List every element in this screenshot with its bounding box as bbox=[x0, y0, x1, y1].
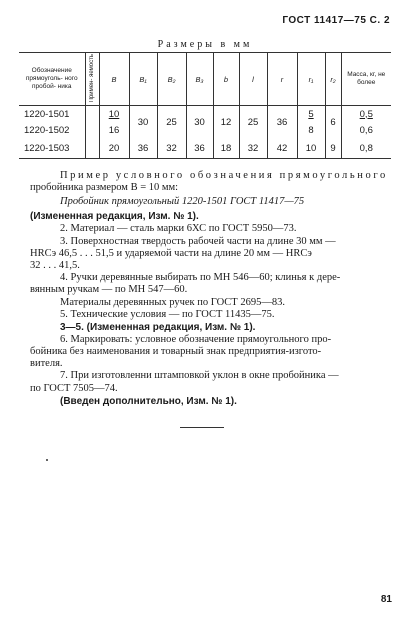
header-r1: r₁ bbox=[297, 53, 325, 106]
header-B: B bbox=[99, 53, 129, 106]
item-6-line-2: бойника без наименования и товарный знак предприятия-изгото- bbox=[30, 346, 322, 357]
cell-B1: 30 bbox=[129, 106, 157, 139]
cell-r1: 5 bbox=[297, 106, 325, 123]
item-5: 5. Технические условия — по ГОСТ 11435—75. bbox=[60, 309, 275, 320]
header-r: r bbox=[267, 53, 297, 106]
cell-B2: 25 bbox=[157, 106, 186, 139]
cell-mass: 0,8 bbox=[341, 138, 391, 159]
cell-B: 16 bbox=[99, 122, 129, 138]
item-2: 2. Материал — сталь марки 6ХС по ГОСТ 5950—73. bbox=[60, 223, 297, 234]
cell-r1: 8 bbox=[297, 122, 325, 138]
item-4-line-1: 4. Ручки деревянные выбирать по МН 546—60; клинья к дере- bbox=[60, 272, 341, 283]
header-mass: Масса, кг, не более bbox=[341, 53, 391, 106]
stray-dot bbox=[46, 459, 48, 461]
cell-b: 12 bbox=[213, 106, 239, 139]
header-b: b bbox=[213, 53, 239, 106]
cell-mass: 0,6 bbox=[341, 122, 391, 138]
cell-mass: 0,5 bbox=[341, 106, 391, 123]
cell-B3: 30 bbox=[186, 106, 213, 139]
cell-r2: 9 bbox=[325, 138, 341, 159]
change-note-1: (Измененная редакция, Изм. № 1). bbox=[30, 211, 199, 222]
header-application-label: Примен- яемость bbox=[88, 53, 95, 103]
example-line-1: Пример условного обозначения прямоугольного bbox=[60, 170, 388, 181]
cell-l: 25 bbox=[239, 106, 267, 139]
dimensions-table bbox=[19, 52, 391, 159]
example-designation: Пробойник прямоугольный 1220-1501 ГОСТ 11417—75 bbox=[60, 196, 305, 207]
header-B3: B₃ bbox=[186, 53, 213, 106]
table-row bbox=[19, 106, 391, 123]
cell-application bbox=[85, 106, 99, 123]
header-designation: Обозначение прямоуголь- ного пробой- ника bbox=[19, 53, 85, 106]
change-note-3-5: 3—5. (Измененная редакция, Изм. № 1). bbox=[60, 322, 256, 333]
cell-B: 10 bbox=[99, 106, 129, 123]
cell-B1: 36 bbox=[129, 138, 157, 159]
item-6-line-3: вителя. bbox=[30, 358, 63, 369]
header-l: l bbox=[239, 53, 267, 106]
header-B1: B₁ bbox=[129, 53, 157, 106]
cell-designation: 1220-1501 bbox=[24, 108, 70, 120]
item-3-line-1: 3. Поверхностная твердость рабочей части на длине 30 мм — bbox=[60, 236, 336, 247]
table-row bbox=[19, 138, 391, 159]
item-3-line-2: HRCэ 46,5 . . . 51,5 и ударяемой части на длине 20 мм — HRCэ bbox=[30, 248, 312, 259]
document-header: ГОСТ 11417—75 С. 2 bbox=[282, 15, 390, 26]
cell-r: 36 bbox=[267, 106, 297, 139]
header-B2: B₂ bbox=[157, 53, 186, 106]
item-4-line-2: вянным ручкам — по МН 547—60. bbox=[30, 284, 188, 295]
cell-r2: 6 bbox=[325, 106, 341, 139]
table-caption: Размеры в мм bbox=[157, 39, 253, 50]
item-3-line-3: 32 . . . 41,5. bbox=[30, 260, 80, 271]
cell-application bbox=[85, 122, 99, 138]
cell-designation: 1220-1502 bbox=[24, 124, 70, 136]
end-rule bbox=[180, 427, 224, 428]
cell-l: 32 bbox=[239, 138, 267, 159]
example-line-2: пробойника размером B = 10 мм: bbox=[30, 182, 179, 193]
cell-r1: 10 bbox=[297, 138, 325, 159]
header-application bbox=[85, 53, 99, 106]
item-7-line-1: 7. При изготовленни штамповкой уклон в окне пробойника — bbox=[60, 370, 339, 381]
cell-B: 20 bbox=[99, 138, 129, 159]
cell-r: 42 bbox=[267, 138, 297, 159]
cell-B2: 32 bbox=[157, 138, 186, 159]
cell-B3: 36 bbox=[186, 138, 213, 159]
item-6-line-1: 6. Маркировать: условное обозначение прямоугольного про- bbox=[60, 334, 332, 345]
materials-line: Материалы деревянных ручек по ГОСТ 2695—83. bbox=[60, 297, 285, 308]
cell-application bbox=[85, 138, 99, 159]
added-note: (Введен дополнительно, Изм. № 1). bbox=[60, 396, 237, 407]
table-header-row bbox=[19, 53, 391, 106]
page-number: 81 bbox=[380, 594, 392, 605]
cell-designation: 1220-1503 bbox=[19, 138, 85, 159]
cell-b: 18 bbox=[213, 138, 239, 159]
header-r2: r₂ bbox=[325, 53, 341, 106]
item-7-line-2: по ГОСТ 7505—74. bbox=[30, 383, 118, 394]
